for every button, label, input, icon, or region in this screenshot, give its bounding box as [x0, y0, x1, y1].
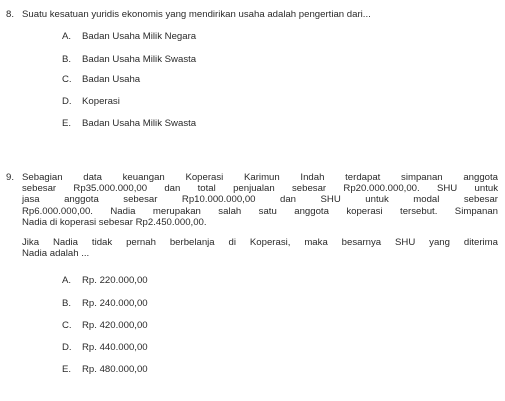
option-text: Koperasi — [82, 96, 120, 107]
option-text: Rp. 420.000,00 — [82, 320, 148, 331]
option-letter: C. — [62, 320, 72, 331]
option-text: Rp. 440.000,00 — [82, 342, 148, 353]
option-letter: C. — [62, 74, 72, 85]
option-text: Badan Usaha Milik Negara — [82, 31, 197, 42]
option-letter: B. — [62, 54, 72, 65]
option-letter: A. — [62, 31, 72, 42]
question-text: Suatu kesatuan yuridis ekonomis yang mendirikan usaha adalah pengertian dari... — [22, 9, 371, 20]
option-text: Rp. 220.000,00 — [82, 275, 148, 286]
paragraph-line: Sebagian data keuangan Koperasi Karimun Indah terdapat simpanan anggota — [22, 172, 498, 183]
paragraph-line: jasa anggota sebesar Rp10.000.000,00 dan SHU untuk modal sebesar — [22, 194, 498, 206]
question-paragraph — [22, 172, 498, 228]
option-letter: D. — [62, 342, 72, 353]
paragraph-line: sebesar Rp35.000.000,00 dan total penjualan sebesar Rp20.000.000,00. SHU untuk — [22, 183, 498, 195]
option-letter: E. — [62, 364, 72, 375]
paragraph-line: Rp6.000.000,00. Nadia merupakan salah satu anggota koperasi tersebut. Simpanan — [22, 205, 498, 217]
question-number: 8. — [6, 9, 15, 20]
option-text: Rp. 480.000,00 — [82, 364, 148, 375]
option-text: Badan Usaha — [82, 74, 141, 85]
question-number: 9. — [6, 172, 15, 183]
paragraph-line: Nadia adalah ... — [22, 248, 90, 260]
option-letter: A. — [62, 275, 72, 286]
paragraph-line: Nadia di koperasi sebesar Rp2.450.000,00. — [22, 216, 207, 228]
option-text: Badan Usaha Milik Swasta — [82, 54, 197, 65]
option-text: Badan Usaha Milik Swasta — [82, 118, 197, 129]
option-letter: B. — [62, 298, 72, 309]
question-prompt — [22, 237, 498, 259]
option-letter: E. — [62, 118, 72, 129]
paragraph-line: Jika Nadia tidak pernah berbelanja di Koperasi, maka besarnya SHU yang diterima — [22, 237, 498, 248]
option-letter: D. — [62, 96, 72, 107]
option-text: Rp. 240.000,00 — [82, 298, 148, 309]
